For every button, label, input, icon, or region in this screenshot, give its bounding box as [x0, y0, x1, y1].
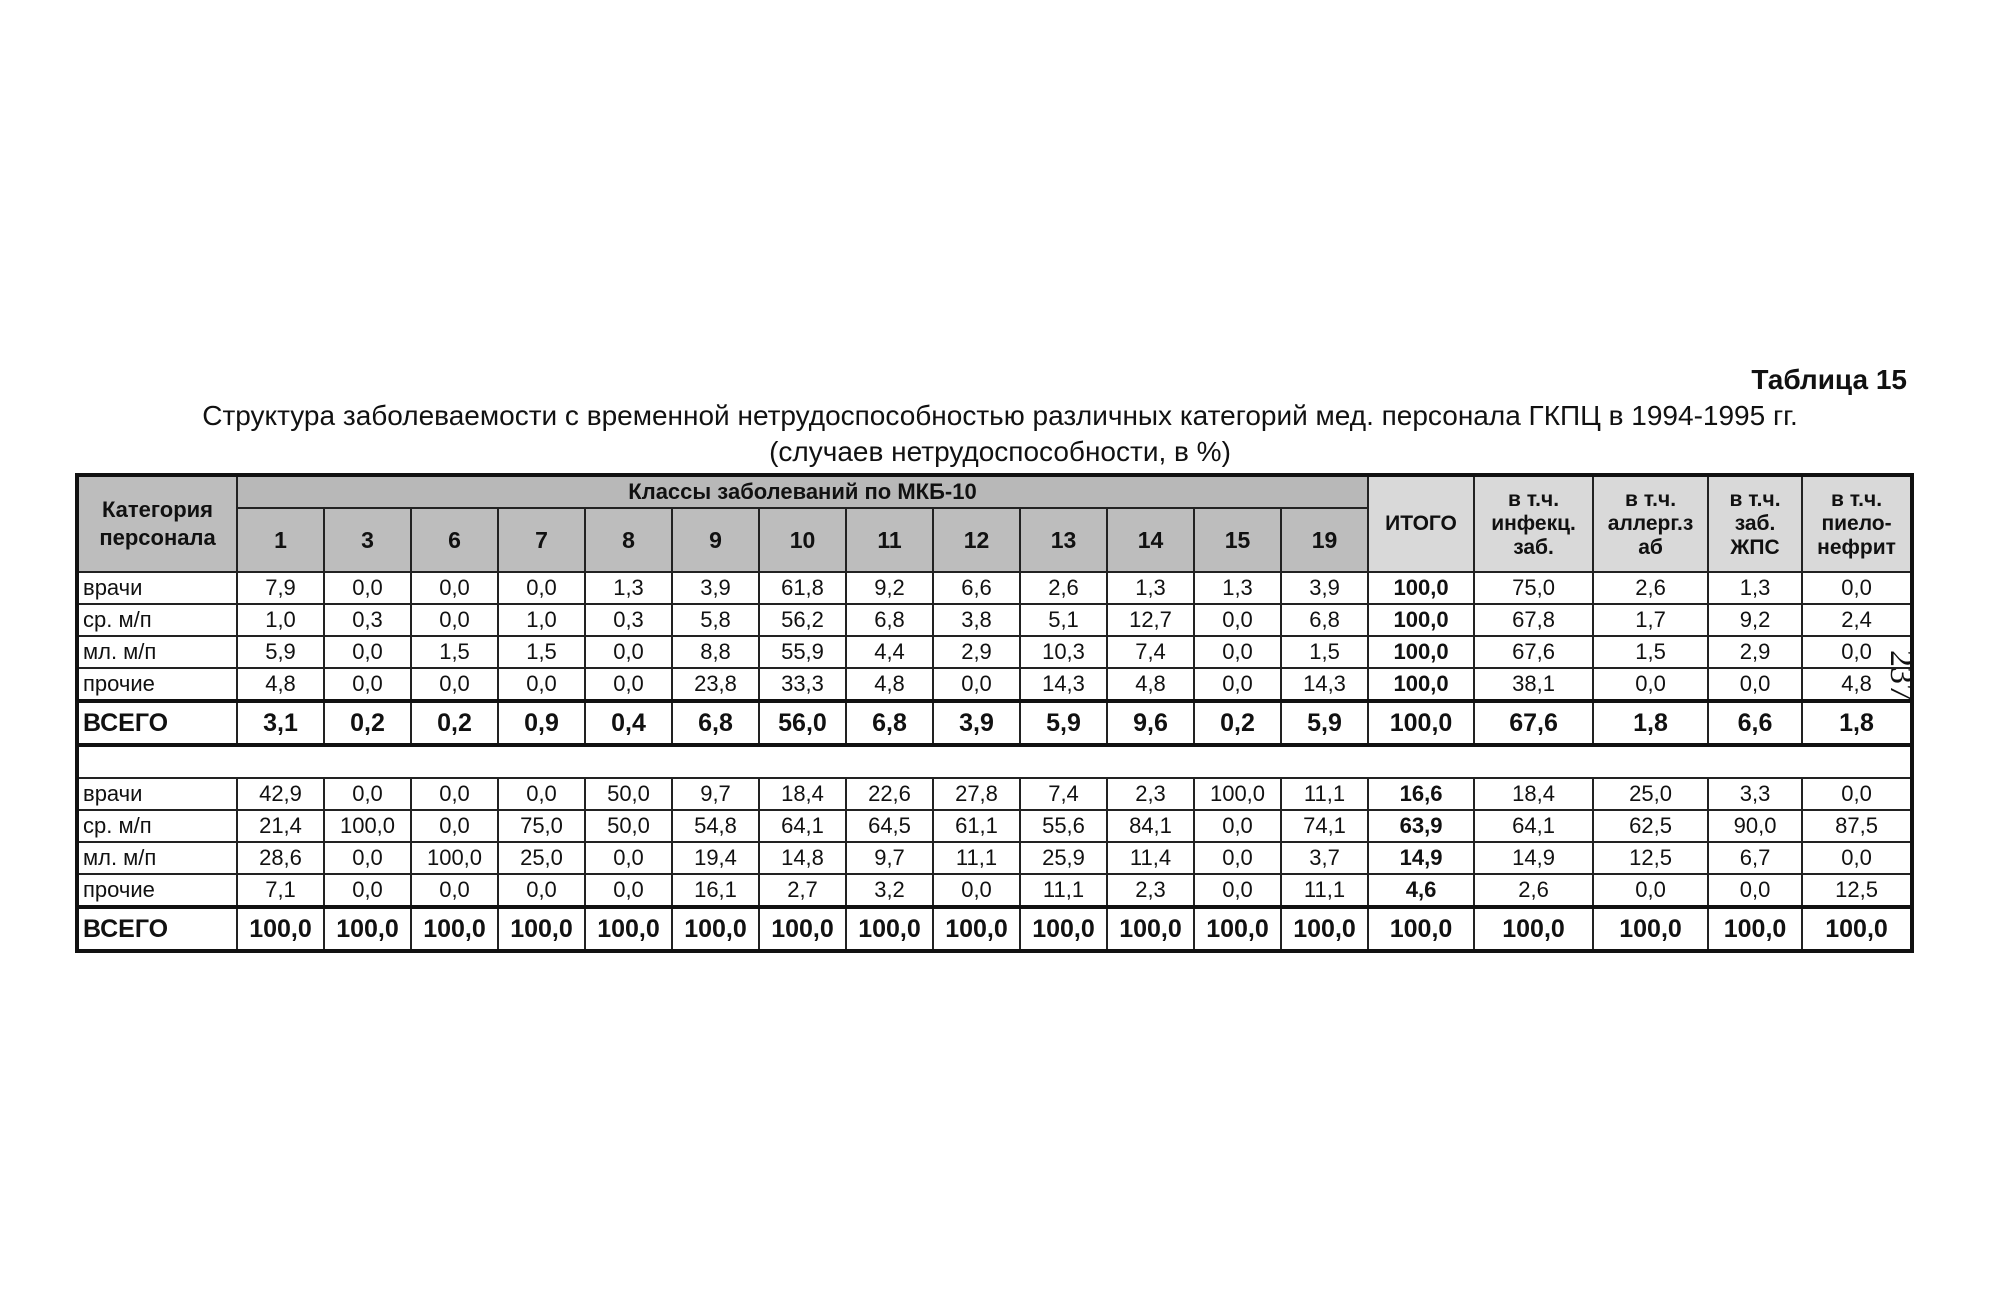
value-cell: 100,0 — [411, 842, 498, 874]
value-cell: 4,4 — [846, 636, 933, 668]
value-cell: 27,8 — [933, 778, 1020, 810]
extra-cell: 0,0 — [1708, 668, 1802, 701]
value-cell: 3,8 — [933, 604, 1020, 636]
value-cell: 50,0 — [585, 810, 672, 842]
value-cell: 100,0 — [498, 907, 585, 951]
class-number-header: 8 — [585, 508, 672, 572]
value-cell: 6,8 — [846, 701, 933, 745]
extra-cell: 2,6 — [1593, 572, 1708, 604]
value-cell: 1,5 — [1281, 636, 1368, 668]
value-cell: 0,2 — [411, 701, 498, 745]
value-cell: 5,9 — [1020, 701, 1107, 745]
value-cell: 0,2 — [1194, 701, 1281, 745]
table-subtitle: (случаев нетрудоспособности, в %) — [769, 436, 1231, 467]
table-row — [77, 778, 1912, 810]
value-cell: 0,0 — [411, 874, 498, 907]
extra-cell: 38,1 — [1474, 668, 1593, 701]
value-cell: 0,0 — [585, 636, 672, 668]
value-cell: 0,0 — [411, 668, 498, 701]
extra-cell: 0,0 — [1802, 842, 1912, 874]
value-cell: 11,1 — [1020, 874, 1107, 907]
value-cell: 0,0 — [498, 778, 585, 810]
itogo-cell: 100,0 — [1368, 604, 1474, 636]
value-cell: 2,3 — [1107, 874, 1194, 907]
itogo-cell: 100,0 — [1368, 701, 1474, 745]
extra-cell: 4,8 — [1802, 668, 1912, 701]
value-cell: 42,9 — [237, 778, 324, 810]
value-cell: 0,0 — [585, 668, 672, 701]
value-cell: 75,0 — [498, 810, 585, 842]
value-cell: 100,0 — [1194, 907, 1281, 951]
value-cell: 16,1 — [672, 874, 759, 907]
value-cell: 12,7 — [1107, 604, 1194, 636]
value-cell: 100,0 — [585, 907, 672, 951]
value-cell: 3,2 — [846, 874, 933, 907]
extra-cell: 62,5 — [1593, 810, 1708, 842]
value-cell: 3,1 — [237, 701, 324, 745]
value-cell: 100,0 — [1194, 778, 1281, 810]
value-cell: 3,9 — [933, 701, 1020, 745]
extra-cell: 0,0 — [1708, 874, 1802, 907]
itogo-cell: 63,9 — [1368, 810, 1474, 842]
value-cell: 25,9 — [1020, 842, 1107, 874]
extra-cell: 1,8 — [1593, 701, 1708, 745]
total-row — [77, 701, 1912, 745]
value-cell: 0,3 — [585, 604, 672, 636]
value-cell: 54,8 — [672, 810, 759, 842]
value-cell: 4,8 — [237, 668, 324, 701]
itogo-cell: 100,0 — [1368, 907, 1474, 951]
value-cell: 0,0 — [411, 778, 498, 810]
extra-cell: 6,6 — [1708, 701, 1802, 745]
value-cell: 61,1 — [933, 810, 1020, 842]
value-cell: 0,0 — [324, 874, 411, 907]
value-cell: 0,0 — [324, 668, 411, 701]
extra-cell: 12,5 — [1802, 874, 1912, 907]
value-cell: 100,0 — [1020, 907, 1107, 951]
value-cell: 55,9 — [759, 636, 846, 668]
value-cell: 6,8 — [672, 701, 759, 745]
page-number: 237 — [1883, 650, 1920, 701]
value-cell: 3,7 — [1281, 842, 1368, 874]
extra-cell: 100,0 — [1708, 907, 1802, 951]
extra-cell: 1,7 — [1593, 604, 1708, 636]
value-cell: 100,0 — [933, 907, 1020, 951]
value-cell: 3,9 — [672, 572, 759, 604]
value-cell: 100,0 — [1107, 907, 1194, 951]
pyelonephritis-header: в т.ч. пиело-нефрит — [1802, 475, 1912, 572]
extra-cell: 100,0 — [1474, 907, 1593, 951]
value-cell: 0,0 — [498, 572, 585, 604]
value-cell: 5,9 — [237, 636, 324, 668]
value-cell: 25,0 — [498, 842, 585, 874]
value-cell: 14,3 — [1281, 668, 1368, 701]
value-cell: 10,3 — [1020, 636, 1107, 668]
value-cell: 1,5 — [411, 636, 498, 668]
category-cell: мл. м/п — [77, 842, 237, 874]
value-cell: 0,0 — [1194, 874, 1281, 907]
value-cell: 0,0 — [1194, 810, 1281, 842]
value-cell: 64,1 — [759, 810, 846, 842]
value-cell: 7,4 — [1107, 636, 1194, 668]
value-cell: 1,0 — [498, 604, 585, 636]
value-cell: 1,3 — [1194, 572, 1281, 604]
value-cell: 2,3 — [1107, 778, 1194, 810]
value-cell: 21,4 — [237, 810, 324, 842]
category-cell: мл. м/п — [77, 636, 237, 668]
extra-cell: 1,3 — [1708, 572, 1802, 604]
value-cell: 8,8 — [672, 636, 759, 668]
itogo-cell: 14,9 — [1368, 842, 1474, 874]
value-cell: 100,0 — [324, 907, 411, 951]
value-cell: 1,0 — [237, 604, 324, 636]
extra-cell: 12,5 — [1593, 842, 1708, 874]
extra-cell: 100,0 — [1593, 907, 1708, 951]
class-number-header: 19 — [1281, 508, 1368, 572]
value-cell: 55,6 — [1020, 810, 1107, 842]
value-cell: 0,0 — [411, 810, 498, 842]
table-row — [77, 810, 1912, 842]
value-cell: 6,8 — [1281, 604, 1368, 636]
value-cell: 100,0 — [846, 907, 933, 951]
gallbladder-header: в т.ч. заб. ЖПС — [1708, 475, 1802, 572]
value-cell: 2,7 — [759, 874, 846, 907]
extra-cell: 14,9 — [1474, 842, 1593, 874]
category-cell: ВСЕГО — [77, 907, 237, 951]
value-cell: 0,2 — [324, 701, 411, 745]
extra-cell: 2,4 — [1802, 604, 1912, 636]
class-number-header: 6 — [411, 508, 498, 572]
value-cell: 61,8 — [759, 572, 846, 604]
value-cell: 6,6 — [933, 572, 1020, 604]
category-cell: врачи — [77, 572, 237, 604]
extra-cell: 3,3 — [1708, 778, 1802, 810]
extra-cell: 64,1 — [1474, 810, 1593, 842]
value-cell: 100,0 — [1281, 907, 1368, 951]
extra-cell: 90,0 — [1708, 810, 1802, 842]
extra-cell: 0,0 — [1802, 572, 1912, 604]
value-cell: 0,0 — [324, 778, 411, 810]
class-number-header: 11 — [846, 508, 933, 572]
value-cell: 4,8 — [846, 668, 933, 701]
value-cell: 5,8 — [672, 604, 759, 636]
value-cell: 0,0 — [585, 874, 672, 907]
extra-cell: 9,2 — [1708, 604, 1802, 636]
category-cell: прочие — [77, 874, 237, 907]
value-cell: 56,0 — [759, 701, 846, 745]
category-cell: врачи — [77, 778, 237, 810]
value-cell: 0,0 — [933, 668, 1020, 701]
table-row — [77, 604, 1912, 636]
value-cell: 0,3 — [324, 604, 411, 636]
category-cell: ср. м/п — [77, 604, 237, 636]
value-cell: 14,3 — [1020, 668, 1107, 701]
value-cell: 0,0 — [324, 572, 411, 604]
value-cell: 0,0 — [324, 636, 411, 668]
value-cell: 74,1 — [1281, 810, 1368, 842]
value-cell: 0,0 — [498, 668, 585, 701]
value-cell: 100,0 — [237, 907, 324, 951]
value-cell: 5,1 — [1020, 604, 1107, 636]
extra-cell: 6,7 — [1708, 842, 1802, 874]
table-row — [77, 636, 1912, 668]
value-cell: 1,3 — [1107, 572, 1194, 604]
infection-header: в т.ч. инфекц. заб. — [1474, 475, 1593, 572]
class-number-header: 13 — [1020, 508, 1107, 572]
itogo-cell: 16,6 — [1368, 778, 1474, 810]
value-cell: 14,8 — [759, 842, 846, 874]
value-cell: 28,6 — [237, 842, 324, 874]
value-cell: 100,0 — [411, 907, 498, 951]
value-cell: 19,4 — [672, 842, 759, 874]
itogo-cell: 100,0 — [1368, 636, 1474, 668]
value-cell: 2,9 — [933, 636, 1020, 668]
category-cell: ср. м/п — [77, 810, 237, 842]
category-cell: ВСЕГО — [77, 701, 237, 745]
spacer-cell — [77, 745, 1912, 778]
value-cell: 9,7 — [672, 778, 759, 810]
value-cell: 100,0 — [759, 907, 846, 951]
classes-header: Классы заболеваний по МКБ-10 — [237, 475, 1368, 508]
allergy-header: в т.ч. аллерг.з аб — [1593, 475, 1708, 572]
itogo-cell: 100,0 — [1368, 572, 1474, 604]
extra-cell: 2,6 — [1474, 874, 1593, 907]
extra-cell: 67,6 — [1474, 701, 1593, 745]
extra-cell: 1,8 — [1802, 701, 1912, 745]
extra-cell: 25,0 — [1593, 778, 1708, 810]
value-cell: 64,5 — [846, 810, 933, 842]
category-cell: прочие — [77, 668, 237, 701]
category-header: Категория персонала — [77, 475, 237, 572]
value-cell: 5,9 — [1281, 701, 1368, 745]
table-row — [77, 668, 1912, 701]
value-cell: 56,2 — [759, 604, 846, 636]
table-title: Структура заболеваемости с временной нетрудоспособностью различных категорий мед. персонала ГКПЦ в 1994-1995 гг. — [202, 400, 1798, 431]
class-number-header: 9 — [672, 508, 759, 572]
value-cell: 9,7 — [846, 842, 933, 874]
value-cell: 0,0 — [411, 572, 498, 604]
value-cell: 0,0 — [324, 842, 411, 874]
value-cell: 18,4 — [759, 778, 846, 810]
class-number-header: 15 — [1194, 508, 1281, 572]
value-cell: 0,9 — [498, 701, 585, 745]
value-cell: 22,6 — [846, 778, 933, 810]
value-cell: 11,1 — [1281, 778, 1368, 810]
value-cell: 11,4 — [1107, 842, 1194, 874]
table-row — [77, 874, 1912, 907]
table-number-label: Таблица 15 — [1751, 364, 1907, 395]
extra-cell: 0,0 — [1802, 778, 1912, 810]
table-row — [77, 572, 1912, 604]
value-cell: 9,2 — [846, 572, 933, 604]
table-row — [77, 842, 1912, 874]
value-cell: 0,0 — [933, 874, 1020, 907]
value-cell: 33,3 — [759, 668, 846, 701]
value-cell: 4,8 — [1107, 668, 1194, 701]
value-cell: 7,9 — [237, 572, 324, 604]
extra-cell: 67,8 — [1474, 604, 1593, 636]
value-cell: 0,0 — [411, 604, 498, 636]
class-number-header: 10 — [759, 508, 846, 572]
extra-cell: 75,0 — [1474, 572, 1593, 604]
value-cell: 84,1 — [1107, 810, 1194, 842]
value-cell: 50,0 — [585, 778, 672, 810]
extra-cell: 0,0 — [1593, 874, 1708, 907]
spacer-row — [77, 745, 1912, 778]
value-cell: 1,3 — [585, 572, 672, 604]
class-number-header: 14 — [1107, 508, 1194, 572]
extra-cell: 0,0 — [1802, 636, 1912, 668]
value-cell: 23,8 — [672, 668, 759, 701]
extra-cell: 2,9 — [1708, 636, 1802, 668]
value-cell: 7,1 — [237, 874, 324, 907]
value-cell: 6,8 — [846, 604, 933, 636]
itogo-cell: 4,6 — [1368, 874, 1474, 907]
value-cell: 11,1 — [1281, 874, 1368, 907]
extra-cell: 1,5 — [1593, 636, 1708, 668]
class-number-header: 1 — [237, 508, 324, 572]
value-cell: 0,0 — [1194, 668, 1281, 701]
value-cell: 0,0 — [1194, 842, 1281, 874]
class-number-header: 7 — [498, 508, 585, 572]
value-cell: 3,9 — [1281, 572, 1368, 604]
value-cell: 7,4 — [1020, 778, 1107, 810]
class-number-header: 12 — [933, 508, 1020, 572]
extra-cell: 100,0 — [1802, 907, 1912, 951]
value-cell: 0,0 — [585, 842, 672, 874]
value-cell: 0,0 — [1194, 604, 1281, 636]
morbidity-table — [75, 473, 1914, 953]
value-cell: 2,6 — [1020, 572, 1107, 604]
value-cell: 100,0 — [672, 907, 759, 951]
total-row — [77, 907, 1912, 951]
extra-cell: 0,0 — [1593, 668, 1708, 701]
value-cell: 0,0 — [1194, 636, 1281, 668]
class-number-header: 3 — [324, 508, 411, 572]
value-cell: 9,6 — [1107, 701, 1194, 745]
value-cell: 100,0 — [324, 810, 411, 842]
value-cell: 11,1 — [933, 842, 1020, 874]
value-cell: 1,5 — [498, 636, 585, 668]
itogo-header: ИТОГО — [1368, 475, 1474, 572]
extra-cell: 18,4 — [1474, 778, 1593, 810]
extra-cell: 87,5 — [1802, 810, 1912, 842]
itogo-cell: 100,0 — [1368, 668, 1474, 701]
value-cell: 0,0 — [498, 874, 585, 907]
value-cell: 0,4 — [585, 701, 672, 745]
extra-cell: 67,6 — [1474, 636, 1593, 668]
